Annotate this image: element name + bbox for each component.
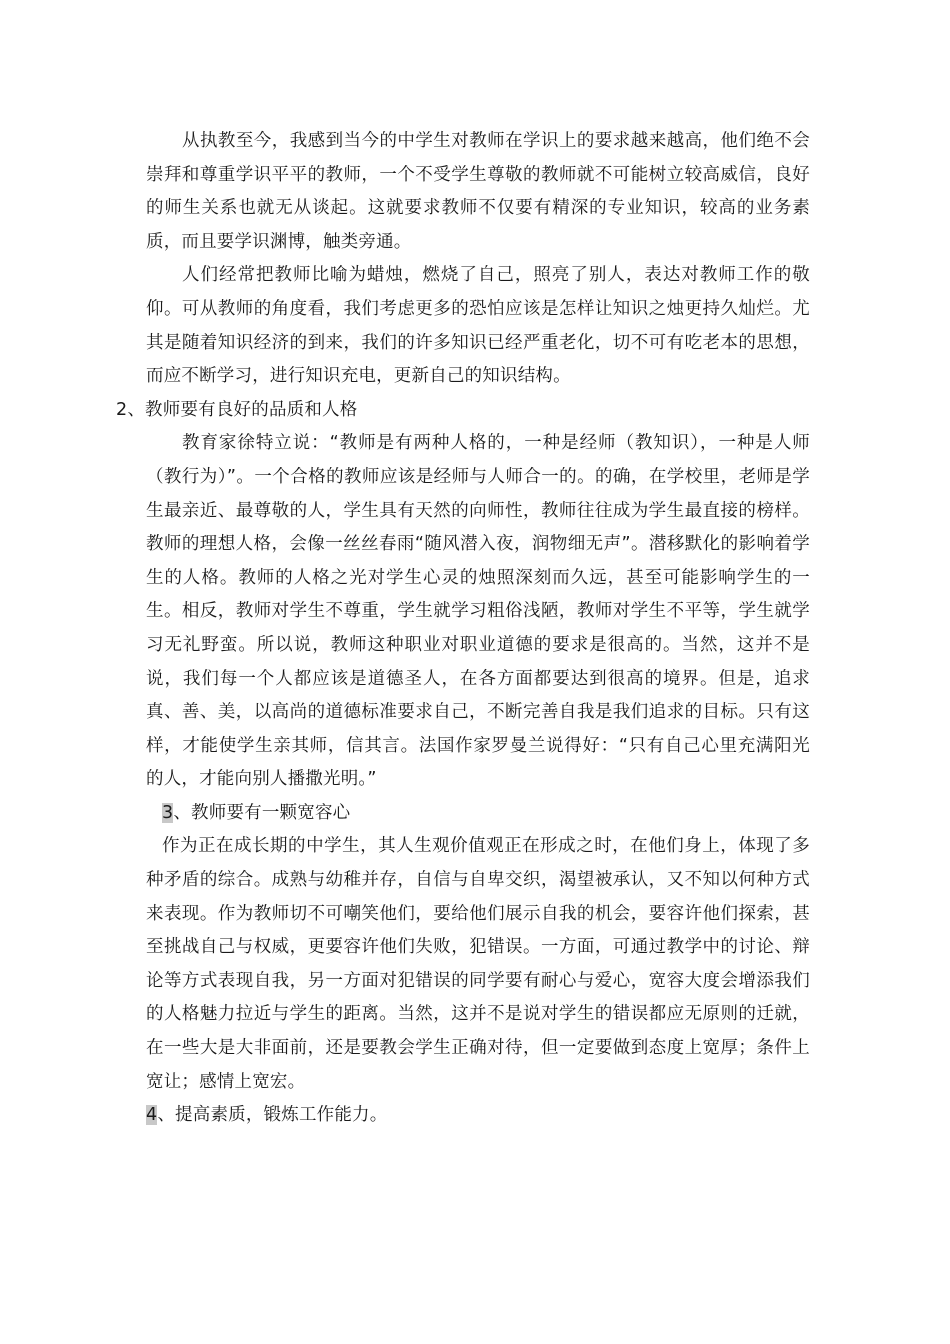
paragraph-knowledge: 从执教至今，我感到当今的中学生对教师在学识上的要求越来越高，他们绝不会崇拜和尊重学识平平的教师，一个不受学生尊敬的教师就不可能树立较高威信，良好的师生关系也就无从谈起。这就要求教师不仅要有精深的专业知识，较高的业务素质，而且要学识渊博，触类旁通。: [146, 131, 810, 252]
paragraph-character: 教育家徐特立说：“教师是有两种人格的，一种是经师（教知识），一种是人师（教行为）”。一个合格的教师应该是经师与人师合一的。的确，在学校里，老师是学生最亲近、最尊敬的人，学生具有天然的向师性，教师往往成为学生最直接的榜样。教师的理想人格，会像一丝丝春雨“随风潜入夜，润物细无声”。潜移默化的影响着学生的人格。教师的人格之光对学生心灵的烛照深刻而久远，甚至可能影响学生的一生。相反，教师对学生不尊重，学生就学习粗俗浅陋，教师对学生不平等，学生就学习无礼野蛮。所以说，教师这种职业对职业道德的要求是很高的。当然，这并不是说，我们每一个人都应该是道德圣人，在各方面都要达到很高的境界。但是，追求真、善、美，以高尚的道德标准要求自己，不断完善自我是我们追求的目标。只有这样，才能使学生亲其师，信其言。法国作家罗曼兰说得好：“只有自己心里充满阳光的人，才能向别人播撒光明。”: [146, 433, 810, 790]
section-heading-3: [162, 797, 810, 831]
section-heading-4: [146, 1099, 810, 1133]
section-title-3: 、教师要有一颗宽容心: [173, 802, 351, 823]
section-title-2: 、教师要有良好的品质和人格: [127, 399, 358, 420]
section-title-4: 、提高素质，锻炼工作能力。: [157, 1105, 388, 1126]
section-number-4: 4: [146, 1105, 158, 1126]
section-number-2: 2: [116, 399, 128, 420]
paragraph-tolerance: 作为正在成长期的中学生，其人生观价值观正在形成之时，在他们身上，体现了多种矛盾的综合。成熟与幼稚并存，自信与自卑交织，渴望被承认，又不知以何种方式来表现。作为教师切不可嘲笑他们，要给他们展示自我的机会，要容许他们探索，甚至挑战自己与权威，更要容许他们失败，犯错误。一方面，可通过教学中的讨论、辩论等方式表现自我，另一方面对犯错误的同学要有耐心与爱心，宽容大度会增添我们的人格魅力拉近与学生的距离。当然，这并不是说对学生的错误都应无原则的迁就，在一些大是大非面前，还是要教会学生正确对待，但一定要做到态度上宽厚；条件上宽让；感情上宽宏。: [146, 836, 810, 1092]
section-number-3: 3: [162, 802, 174, 823]
paragraph-candle: 人们经常把教师比喻为蜡烛，燃烧了自己，照亮了别人，表达对教师工作的敬仰。可从教师的角度看，我们考虑更多的恐怕应该是怎样让知识之烛更持久灿烂。尤其是随着知识经济的到来，我们的许多知识已经严重老化，切不可有吃老本的思想，而应不断学习，进行知识充电，更新自己的知识结构。: [146, 265, 810, 387]
section-heading-2: [116, 394, 810, 428]
document-page: [116, 125, 810, 1133]
